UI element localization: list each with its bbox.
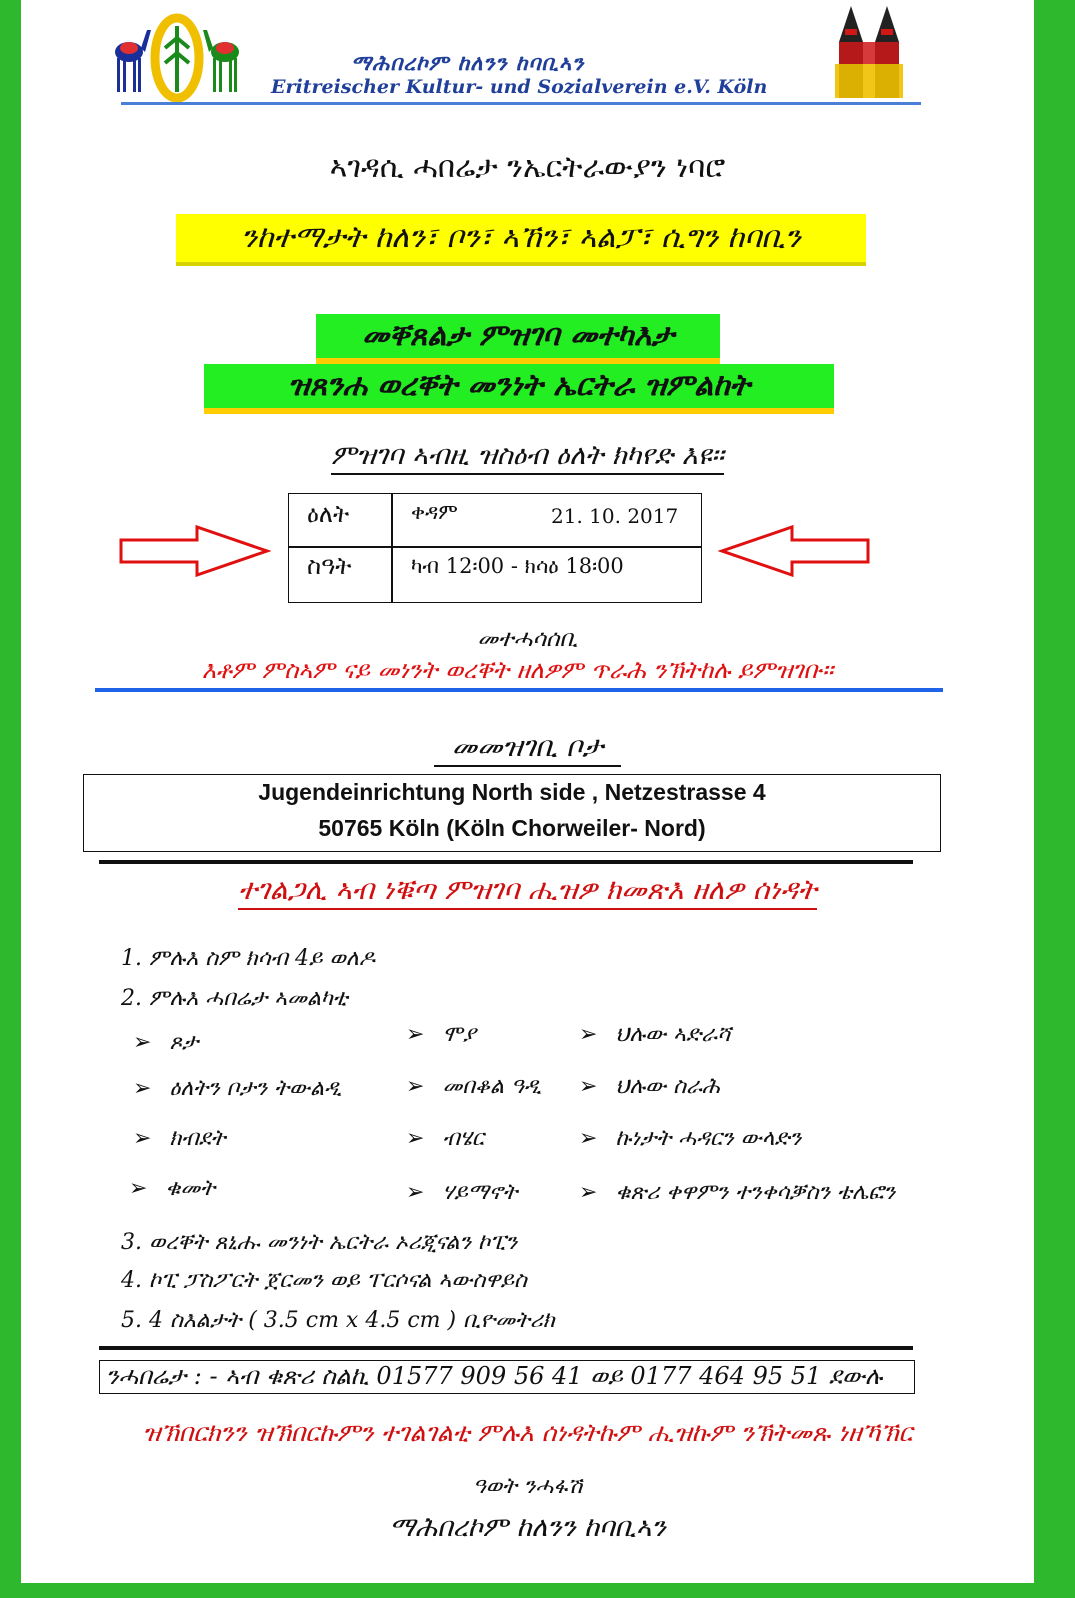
address-line-1: Jugendeinrichtung North side , Netzestrasse 4 [258,779,766,805]
reminder-underline [95,688,943,692]
list-item: 4. ኮፒ ፓስፖርት ጀርመን ወይ ፐርሶናል ኣውስዋይስ [121,1268,527,1293]
chevron-right-icon: ➢ [406,1180,425,1205]
date-label: ዕለት [307,500,350,528]
chevron-right-icon: ➢ [406,1022,425,1047]
list-item: 2. ምሉእ ሓበሬታ ኣመልካቲ [121,986,348,1011]
date-value: 21. 10. 2017 [551,504,679,528]
chevron-right-icon: ➢ [133,1126,152,1151]
documents-heading: ተገልጋሊ ኣብ ነቑጣ ምዝገባ ሒዝዎ ክመጽእ ዘለዎ ሰነዳት [21,873,1034,907]
section-divider [99,1346,913,1350]
flyer-page [21,0,1034,1583]
list-item: 3. ወረቐት ጸኒሑ መንነት ኤርትራ ኦሪጂናልን ኮፒን [121,1230,518,1255]
chevron-right-icon: ➢ [579,1126,598,1151]
detail-item: ➢ ኩነታት ሓዳርን ውላድን [579,1126,802,1151]
chevron-right-icon: ➢ [579,1022,598,1047]
detail-item: ➢ ክብደት [133,1126,226,1151]
cities-banner: ንከተማታት ከለን፣ ቦን፣ ኣኸን፣ ኣልፓ፣ ሲግን ከባቢን [176,214,866,266]
contact-box [99,1360,915,1394]
detail-item: ➢ ህሉው ስራሕ [579,1074,720,1099]
detail-item: ➢ ቁመት [129,1176,216,1201]
section-divider [99,860,913,864]
left-arrow-icon [718,525,870,577]
detail-item: ➢ ጾታ [133,1030,199,1055]
detail-item: ➢ ዕለትን ቦታን ትውልዲ [133,1076,342,1101]
eritrean-emblem-with-camels-icon [107,8,247,104]
green-frame-right [1034,0,1075,1598]
green-frame-left [0,0,21,1598]
header-divider [121,102,921,105]
thanks-line: ዓወት ንሓፋሽ [472,1474,583,1499]
place-heading: መመዝገቢ ቦታ [21,730,1034,764]
address-box [83,774,941,852]
closing-note: ዝኽበርክንን ዝኽበርኩምን ተገልገልቲ ምሉእ ሰነዳትኩም ሒዝኩም ንኽትመጹ ነዘኻኽር [142,1418,913,1447]
schedule-table [288,493,702,603]
chevron-right-icon: ➢ [133,1030,152,1055]
right-arrow-icon [119,525,271,577]
detail-item: ➢ ቁጽሪ ቀዋምን ተንቀሳቓስን ቴሌፎን [579,1180,896,1205]
detail-item: ➢ መበቆል ዓዲ [406,1074,542,1099]
table-divider [289,546,701,548]
chevron-right-icon: ➢ [133,1076,152,1101]
contact-text: ንሓበሬታ : - ኣብ ቁጽሪ ስልኪ 01577 909 56 41 ወይ 0177 464 95 51 ደውሉ [106,1362,883,1390]
org-name-tigrinya: ማሕበረኮም ከለንን ከባቢኣን [351,50,585,75]
table-divider [391,494,393,602]
cologne-cathedral-icon [829,2,909,98]
reminder-text: እቶም ምስኣም ናይ መነንት ወረቐት ዘለዎም ጥራሕ ንኽትከሉ ይምዝገቡ። [201,656,834,684]
detail-item: ➢ ህሉው ኣድራሻ [579,1022,731,1047]
list-item: 5. 4 ስእልታት ( 3.5 cm x 4.5 cm ) ቢዮመትሪክ [121,1308,555,1333]
chevron-right-icon: ➢ [579,1074,598,1099]
chevron-right-icon: ➢ [579,1180,598,1205]
detail-item: ➢ ሞያ [406,1022,476,1047]
green-frame-bottom [0,1583,1075,1598]
registration-heading: ምዝገባ ኣብዚ ዝስዕብ ዕለት ክካየድ እዩ። [21,440,1034,472]
notice-subtitle-2: ዝጸንሐ ወረቐት መንነት ኤርትራ ዝምልከት [204,364,834,414]
chevron-right-icon: ➢ [129,1176,148,1201]
reminder-heading: መተሓሳሰቢ [477,626,578,652]
time-value: ካብ 12፡00 - ክሳዕ 18፡00 [411,554,624,578]
time-label: ስዓት [307,552,352,580]
signature: ማሕበረኮም ከለንን ከባቢኣን [389,1512,666,1543]
detail-item: ➢ ሃይማኖት [406,1180,518,1205]
address-line-2: 50765 Köln (Köln Chorweiler- Nord) [318,815,706,841]
chevron-right-icon: ➢ [406,1126,425,1151]
list-item: 1. ምሉእ ስም ክሳብ 4ይ ወለዶ [121,946,375,971]
notice-subtitle-1: መቐጸልታ ምዝገባ መተካእታ [316,314,720,364]
detail-item: ➢ ብሄር [406,1126,485,1151]
date-day: ቀዳም [411,500,458,524]
org-name-german: Eritreischer Kultur- und Sozialverein e.V. Köln [271,76,768,98]
notice-title: ኣገዳሲ ሓበሬታ ንኤርትራውያን ነባሮ [329,150,726,185]
chevron-right-icon: ➢ [406,1074,425,1099]
